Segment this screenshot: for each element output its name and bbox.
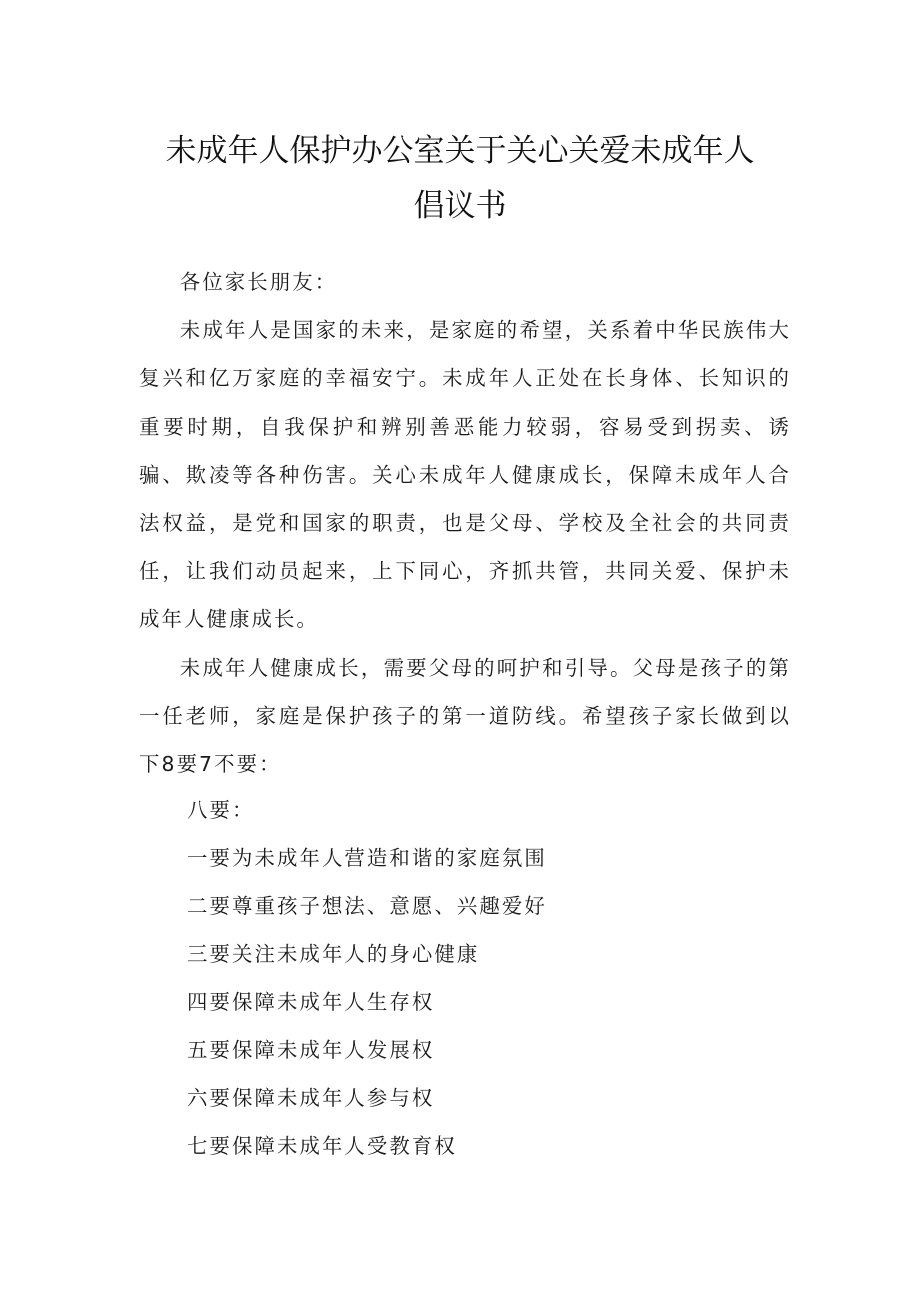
- list-item: 七要保障未成年人受教育权: [187, 1134, 457, 1158]
- document-body: [139, 258, 791, 788]
- paragraph-parents: 未成年人健康成长，需要父母的呵护和引导。父母是孩子的第一任老师，家庭是保护孩子的第一道防线。希望孩子家长做到以下8要7不要：: [139, 655, 791, 777]
- list-item: 二要尊重孩子想法、意愿、兴趣爱好: [187, 894, 547, 918]
- list-item: 一要为未成年人营造和谐的家庭氛围: [187, 846, 547, 870]
- document-title-line-1: 未成年人保护办公室关于关心关爱未成年人: [165, 133, 755, 169]
- list-item: 六要保障未成年人参与权: [187, 1086, 435, 1110]
- list-item: 三要关注未成年人的身心健康: [187, 942, 480, 966]
- salutation: 各位家长朋友：: [179, 270, 338, 294]
- section-heading: 八要：: [187, 798, 255, 822]
- document-title-line-2: 倡议书: [413, 188, 507, 224]
- paragraph-intro: 未成年人是国家的未来，是家庭的希望，关系着中华民族伟大复兴和亿万家庭的幸福安宁。未成年人正处在长身体、长知识的重要时期，自我保护和辨别善恶能力较弱，容易受到拐卖、诱骗、欺凌等各种伤害。关心未成年人健康成长，保障未成年人合法权益，是党和国家的职责，也是父母、学校及全社会的共同责任，让我们动员起来，上下同心，齐抓共管，共同关爱、保护未成年人健康成长。: [139, 318, 791, 632]
- list-item: 五要保障未成年人发展权: [187, 1038, 435, 1062]
- list-item: 四要保障未成年人生存权: [187, 990, 435, 1014]
